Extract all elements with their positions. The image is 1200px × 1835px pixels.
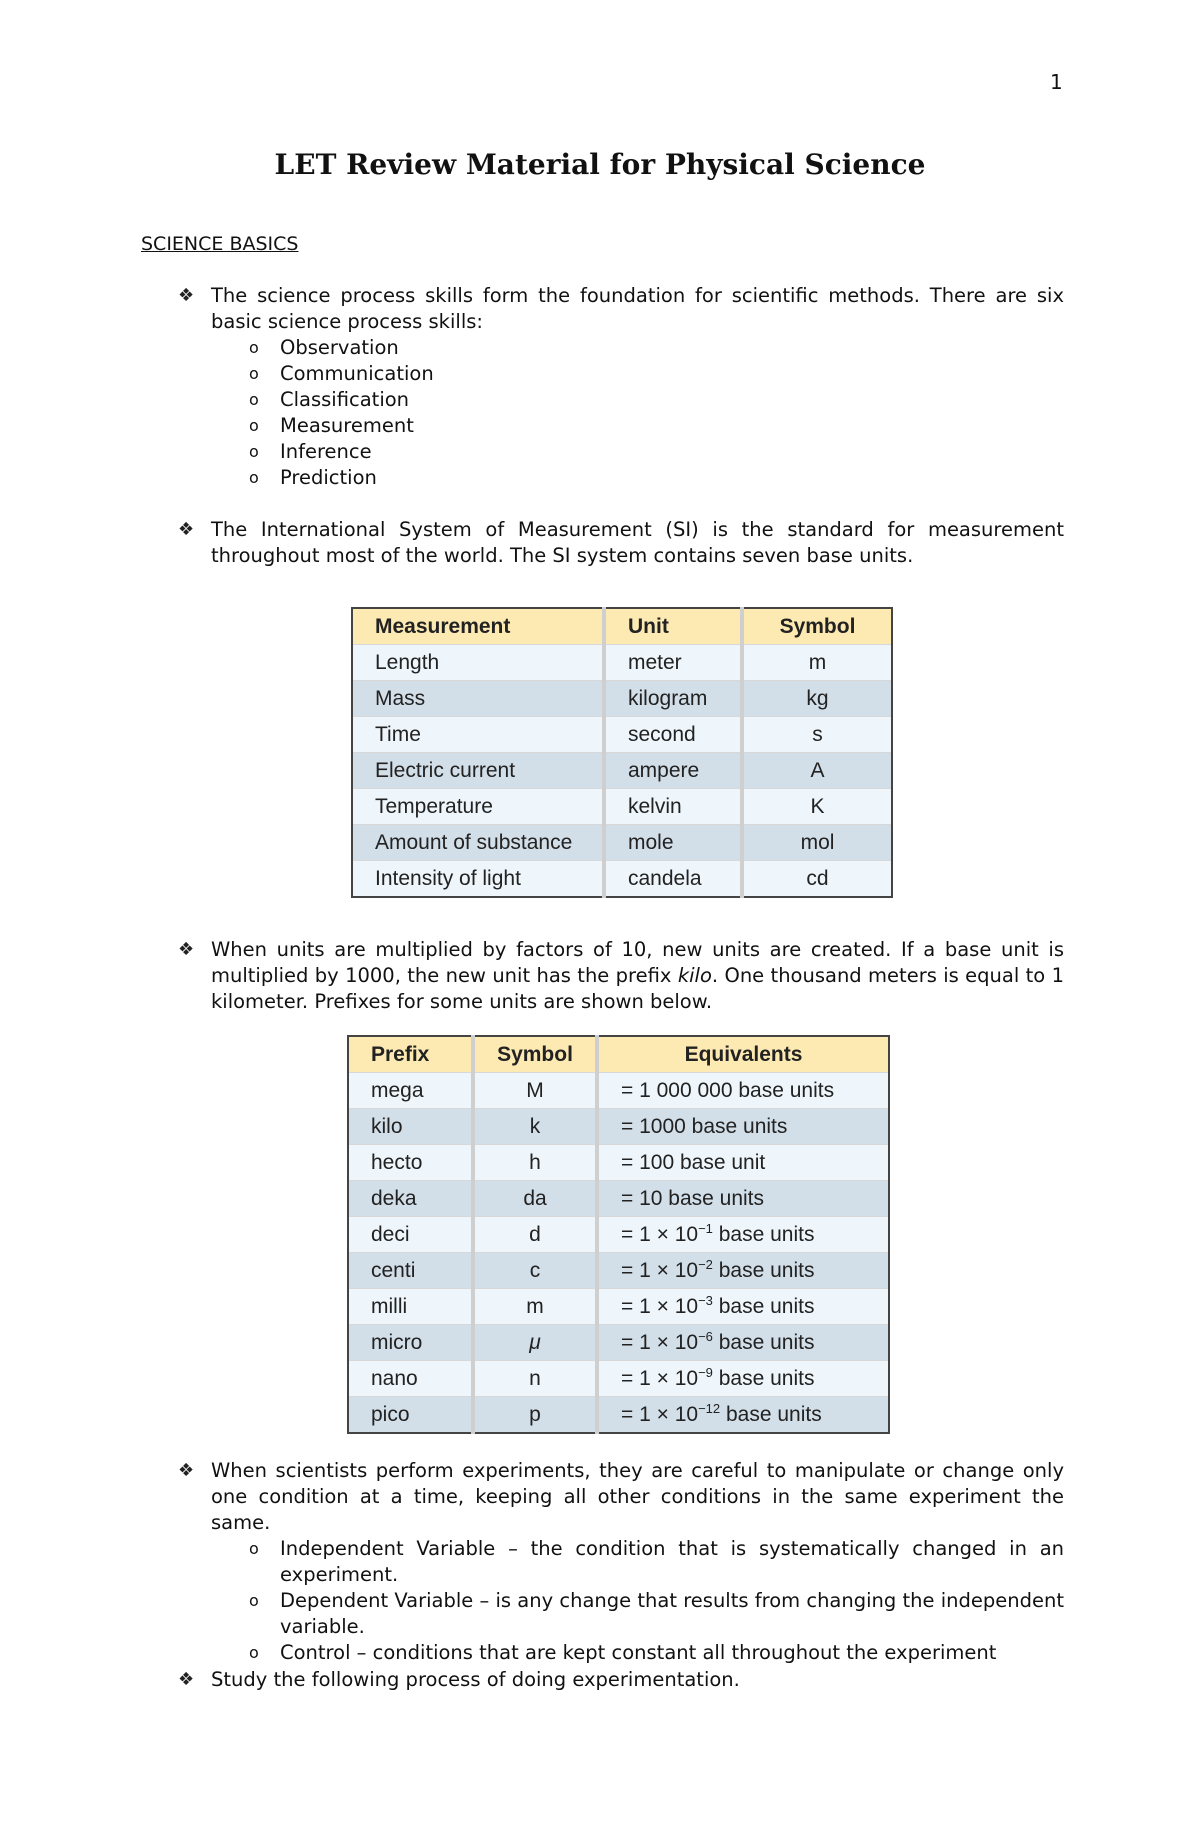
table-cell: m [742,645,892,681]
bullet-process-skills [178,283,1064,491]
document-title: LET Review Material for Physical Science [274,148,926,181]
bullet-unit-prefixes [178,937,1064,1015]
table-row [348,1325,889,1361]
table-row [352,825,892,861]
table-row [348,1253,889,1289]
table-cell: kelvin [604,789,742,825]
table-cell: Time [352,717,604,753]
diamond-bullet-icon: ❖ [178,1460,195,1481]
table-row [348,1217,889,1253]
table-cell: = $1 \times 10^{-9}$ base units [597,1361,889,1397]
bullet-text: The International System of Measurement (SI) is the standard for measurement throughout most of the world. The SI system contains seven base units. [211,518,1064,567]
table-cell: micro [348,1325,473,1361]
table-cell: da [473,1181,597,1217]
diamond-bullet-icon: ❖ [178,519,195,540]
list-item: o Independent Variable – the condition that is systematically changed in an experiment. [249,1537,1064,1586]
table-cell: deka [348,1181,473,1217]
table-header-row [348,1036,889,1073]
table-row [348,1073,889,1109]
table-cell: kilo [348,1109,473,1145]
table-cell: = $1 \times 10^{-12}$ base units [597,1397,889,1434]
table-row [352,861,892,898]
table-cell: meter [604,645,742,681]
table-cell: M [473,1073,597,1109]
table-cell: p [473,1397,597,1434]
table-cell: mega [348,1073,473,1109]
bullet-variables [178,1458,1064,1666]
circle-bullet-icon: o [249,1643,259,1662]
column-header: Unit [604,608,742,645]
table-cell: μ [473,1325,597,1361]
bullet-experimentation [178,1667,1064,1693]
diamond-bullet-icon: ❖ [178,285,195,306]
table-cell: mol [742,825,892,861]
table-cell: candela [604,861,742,898]
prefix-table [347,1035,890,1434]
list-item: o Control – conditions that are kept constant all throughout the experiment [249,1641,997,1664]
bullet-text: When scientists perform experiments, they are careful to manipulate or change only one condition at a time, keeping all other conditions in the same experiment the same. [211,1459,1064,1534]
table-cell: ampere [604,753,742,789]
table-cell: hecto [348,1145,473,1181]
page-number: 1 [1050,70,1063,94]
column-header: Symbol [742,608,892,645]
circle-bullet-icon: o [249,364,259,383]
circle-bullet-icon: o [249,442,259,461]
column-header: Measurement [352,608,604,645]
circle-bullet-icon: o [249,1591,259,1610]
bullet-si-system [178,517,1064,569]
circle-bullet-icon: o [249,390,259,409]
table-row [352,753,892,789]
table-cell: Electric current [352,753,604,789]
table-cell: = $1 \times 10^{-6}$ base units [597,1325,889,1361]
table-header-row [352,608,892,645]
circle-bullet-icon: o [249,1539,259,1558]
section-heading: SCIENCE BASICS [141,233,299,255]
process-skills-list [249,335,1064,491]
table-cell: K [742,789,892,825]
table-cell: k [473,1109,597,1145]
table-cell: = $1 \times 10^{-3}$ base units [597,1289,889,1325]
bullet-text: The science process skills form the foundation for scientific methods. There are six basic science process skills: [211,284,1064,333]
table-row [348,1109,889,1145]
column-header: Prefix [348,1036,473,1073]
table-cell: A [742,753,892,789]
table-cell: mole [604,825,742,861]
circle-bullet-icon: o [249,338,259,357]
table-row [352,717,892,753]
table-cell: Amount of substance [352,825,604,861]
si-units-table [351,607,893,898]
table-cell: d [473,1217,597,1253]
table-cell: deci [348,1217,473,1253]
table-row [348,1361,889,1397]
table-cell: c [473,1253,597,1289]
table-cell: Intensity of light [352,861,604,898]
table-row [348,1397,889,1434]
list-item: o Dependent Variable – is any change that results from changing the independent variable. [249,1589,1064,1638]
circle-bullet-icon: o [249,416,259,435]
table-cell: pico [348,1397,473,1434]
table-cell: Temperature [352,789,604,825]
list-item: o Communication [249,362,434,385]
table-cell: milli [348,1289,473,1325]
table-cell: = 10 base units [597,1181,889,1217]
bullet-text: When units are multiplied by factors of 10, new units are created. If a base unit is multiplied by 1000, the new unit has the prefix kilo. One thousand meters is equal to 1 kilometer. Prefixes for some units are shown below. [211,938,1065,1013]
diamond-bullet-icon: ❖ [178,1669,195,1690]
table-cell: = 100 base unit [597,1145,889,1181]
table-row [352,789,892,825]
list-item: o Observation [249,336,399,359]
list-item: o Inference [249,440,372,463]
table-cell: centi [348,1253,473,1289]
table-cell: kilogram [604,681,742,717]
variables-list [249,1536,1064,1666]
bullet-text: Study the following process of doing experimentation. [211,1668,740,1691]
table-row [352,681,892,717]
column-header: Equivalents [597,1036,889,1073]
table-cell: = 1000 base units [597,1109,889,1145]
table-cell: n [473,1361,597,1397]
table-cell: second [604,717,742,753]
circle-bullet-icon: o [249,468,259,487]
table-cell: Mass [352,681,604,717]
table-cell: nano [348,1361,473,1397]
table-cell: Length [352,645,604,681]
table-cell: m [473,1289,597,1325]
table-cell: = $1 \times 10^{-2}$ base units [597,1253,889,1289]
table-row [348,1145,889,1181]
list-item: o Classification [249,388,410,411]
table-row [348,1289,889,1325]
diamond-bullet-icon: ❖ [178,939,195,960]
table-cell: cd [742,861,892,898]
table-row [352,645,892,681]
table-row [348,1181,889,1217]
table-cell: s [742,717,892,753]
table-cell: = $1 \times 10^{-1}$ base units [597,1217,889,1253]
list-item: o Measurement [249,414,414,437]
table-cell: = 1 000 000 base units [597,1073,889,1109]
table-cell: h [473,1145,597,1181]
column-header: Symbol [473,1036,597,1073]
list-item: o Prediction [249,466,377,489]
table-cell: kg [742,681,892,717]
